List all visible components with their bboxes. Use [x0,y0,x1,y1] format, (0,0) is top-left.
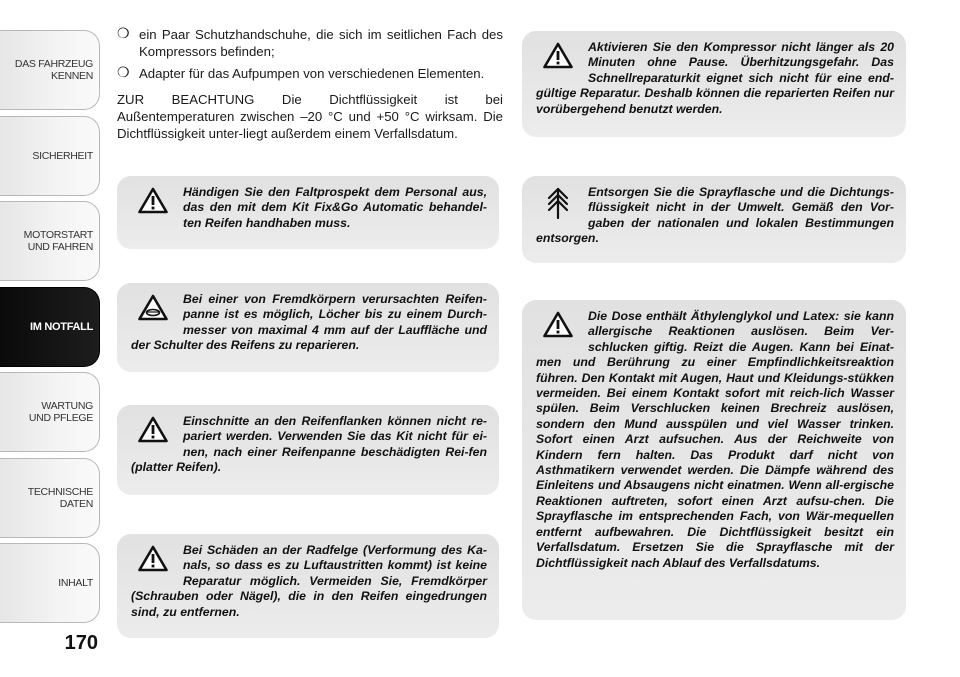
tab-motorstart[interactable]: MOTORSTART UND FAHREN [0,201,100,281]
box-text: Die Dose enthält Äthylenglykol und Latex: sie kann allergische Reaktionen auslösen. Beim Ver-schlucken giftig. Reizt die Augen. Kann bei Einat-men und Berührung zu einer Empfindlichkeitsreaktion führen. Den Kontakt mit Augen, Haut und Kleidungs-stükken vermeiden. Bei einem Kontakt sofort mit reich-lich Wasser spülen. Beim Verschlucken keinen Brechreiz auslösen, sondern den Mund ausspülen und viel Wasser trinken. Sofort einen Arzt aufsuchen. Aus der Reichweite von Kindern fern halten. Das Produkt darf nicht von Asthmatikern verwendet werden. Die Dämpfe während des Einleitens und Absaugens nicht einatmen. Wenn all-ergische Reaktionen auftreten, sofort einen Arzt aufsu-chen. Die Sprayflasche im entsprechenden Fach, von Wär-mequellen entfernt aufbewahren. Die Dichtflüssigkeit besitzt ein Verfallsdatum. Ersetzen Sie die Sprayflasche mit der Dichtflüssigkeit nach Ablauf des Verfallsdatums. [536,309,894,570]
tab-inhalt[interactable]: INHALT [0,543,100,623]
tyre-warning-icon [131,292,175,328]
box-text: Bei einer von Fremdkörpern verursachten Reifen-panne ist es möglich, Löcher bis zu einem Durch-messer von maximal 4 mm auf der Lauffläche und der Schulter des Reifens zu reparieren. [131,292,487,353]
tab-technische-daten[interactable]: TECHNISCHE DATEN [0,458,100,538]
box-text: Bei Schäden an der Radfelge (Verformung des Ka-nals, so dass es zu Luftaustritten kommt) ist keine Reparatur möglich. Vermeiden Sie, Fremdkörper (Schrauben oder Nägel), die in den Reifen eingedrungen sind, zu entfernen. [131,543,487,619]
box-text: Händigen Sie den Faltprospekt dem Personal aus, das den mit dem Kit Fix&Go Automatic behandel-ten Reifen handhaben muss. [183,185,487,230]
box-text: Aktivieren Sie den Kompressor nicht länger als 20 Minuten ohne Pause. Überhitzungsgefahr. Das Schnellreparaturkit eignet sich nicht für eine end-gültige Reparatur. Deshalb können die reparierten Reifen nur vorübergehend benutzt werden. [536,40,894,116]
chemical-hazard-box [522,300,906,620]
sidewall-warning-box [117,405,499,495]
list-item [117,26,503,60]
attention-note: ZUR BEACHTUNG Die Dichtflüssigkeit ist bei Außentemperaturen zwischen –20 °C und +50 °C wirksam. Die Dichtflüssigkeit unter-liegt außerdem einem Verfallsdatum. [117,91,503,142]
bullet-mark: ❍ [117,25,130,41]
bullet-text: ein Paar Schutzhandschuhe, die sich im seitlichen Fach des Kompressors befinden; [139,27,503,60]
tab-wartung[interactable]: WARTUNG UND PFLEGE [0,372,100,452]
warning-triangle-icon [131,543,175,579]
handout-warning-box [117,176,499,249]
tab-im-notfall[interactable]: IM NOTFALL [0,287,100,367]
disposal-box [522,176,906,263]
foreign-object-box [117,283,499,372]
warning-triangle-icon [131,185,175,221]
compressor-warning-box [522,31,906,137]
rim-damage-box [117,534,499,638]
warning-triangle-icon [536,309,580,345]
tab-sicherheit[interactable]: SICHERHEIT [0,116,100,196]
bullet-mark: ❍ [117,64,130,81]
warning-triangle-icon [536,40,580,76]
environment-icon [536,185,580,221]
page-number: 170 [64,632,98,654]
tab-das-fahrzeug-kennen[interactable]: DAS FAHRZEUG KENNEN [0,30,100,110]
box-text: Entsorgen Sie die Sprayflasche und die Dichtungs-flüssigkeit nicht in der Umwelt. Gemäß den Vor-gaben der nationalen und lokalen Bestimmungen entsorgen. [536,185,894,246]
warning-triangle-icon [131,414,175,450]
left-column [117,26,503,142]
box-text: Einschnitte an den Reifenflanken können nicht re-pariert werden. Verwenden Sie das Kit nicht für ei-nen, nach einer Reifenpanne beschädigten Rei-fen (platter Reifen). [131,414,487,475]
bullet-text: Adapter für das Aufpumpen von verschiedenen Elementen. [139,66,485,82]
list-item [117,65,503,82]
